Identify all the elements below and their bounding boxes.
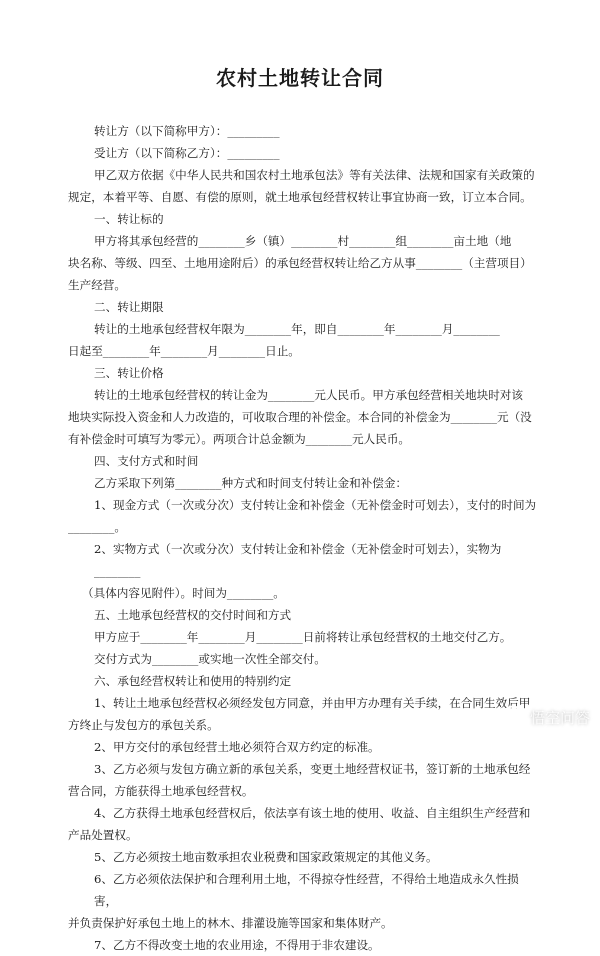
contract-line: 生产经营。 xyxy=(68,278,126,292)
contract-line: 产品处置权。 xyxy=(68,828,138,842)
contract-line: 转让的土地承包经营权年限为________年，即自________年________月________ xyxy=(94,322,500,336)
contract-line: 甲方应于________年________月________日前将转让承包经营权的土地交付乙方。 xyxy=(94,630,512,644)
contract-line: 二、转让期限 xyxy=(94,300,164,314)
document-title: 农村土地转让合同 xyxy=(216,66,384,90)
contract-line: 营合同，方能获得土地承包经营权。 xyxy=(68,784,254,798)
watermark-text: 悟空问答 xyxy=(529,708,590,727)
contract-line: 六、承包经营权转让和使用的特别约定 xyxy=(94,674,292,688)
contract-line: 6、乙方必须依法保护和合理利用土地，不得掠夺性经营，不得给土地造成永久性损害， xyxy=(94,872,519,908)
contract-line: 受让方（以下简称乙方）：_________ xyxy=(94,146,280,160)
contract-line: 规定，本着平等、自愿、有偿的原则，就土地承包经营权转让事宜协商一致，订立本合同。 xyxy=(68,190,532,204)
contract-line: 4、乙方获得土地承包经营权后，依法享有该土地的使用、收益、自主组织生产经营和 xyxy=(94,806,531,820)
contract-line: 块名称、等级、四至、土地用途附后）的承包经营权转让给乙方从事________（主营项目） xyxy=(68,256,532,270)
contract-line: 5、乙方必须按土地亩数承担农业税费和国家政策规定的其他义务。 xyxy=(94,850,438,864)
contract-line: 一、转让标的 xyxy=(94,212,164,226)
contract-line: 五、土地承包经营权的交付时间和方式 xyxy=(94,608,292,622)
contract-line: 甲乙双方依据《中华人民共和国农村土地承包法》等有关法律、法规和国家有关政策的 xyxy=(94,168,535,182)
contract-line: 日起至________年________月________日止。 xyxy=(68,344,300,358)
contract-body xyxy=(68,120,538,956)
contract-line: 四、支付方式和时间 xyxy=(94,454,199,468)
contract-line: 有补偿金时可填写为零元）。两项合计总金额为________元人民币。 xyxy=(68,432,411,446)
contract-line: 方终止与发包方的承包关系。 xyxy=(68,718,219,732)
contract-line: 并负责保护好承包土地上的林木、排灌设施等国家和集体财产。 xyxy=(68,916,393,930)
wukong-logo-icon xyxy=(501,705,525,729)
contract-line: 三、转让价格 xyxy=(94,366,164,380)
contract-line: 交付方式为________或实地一次性全部交付。 xyxy=(94,652,326,666)
contract-line: 2、实物方式（一次或分次）支付转让金和补偿金（无补偿金时可划去），实物为________ xyxy=(94,542,502,578)
contract-line: 3、乙方必须与发包方确立新的承包关系，变更土地经营权证书，签订新的土地承包经 xyxy=(94,762,531,776)
contract-line: 1、转让土地承包经营权必须经发包方同意，并由甲方办理有关手续，在合同生效后甲 xyxy=(94,696,531,710)
watermark xyxy=(501,705,590,729)
contract-line: 1、现金方式（一次或分次）支付转让金和补偿金（无补偿金时可划去），支付的时间为 xyxy=(94,498,537,512)
contract-line: 转让的土地承包经营权的转让金为________元人民币。甲方承包经营相关地块时对该 xyxy=(94,388,523,402)
contract-line: ________。 xyxy=(68,520,126,534)
contract-line: 地块实际投入资金和人力改造的，可收取合理的补偿金。本合同的补偿金为________元（没 xyxy=(68,410,532,424)
contract-line: 2、甲方交付的承包经营土地必须符合双方约定的标准。 xyxy=(94,740,380,754)
contract-line: 7、乙方不得改变土地的农业用途，不得用于非农建设。 xyxy=(94,938,380,952)
contract-line: 甲方将其承包经营的________乡（镇）________村________组________亩土地（地 xyxy=(94,234,512,248)
contract-line: 乙方采取下列第________种方式和时间支付转让金和补偿金： xyxy=(94,476,408,490)
contract-line: （具体内容见附件）。时间为________。 xyxy=(82,586,285,600)
contract-line: 转让方（以下简称甲方）：_________ xyxy=(94,124,280,138)
